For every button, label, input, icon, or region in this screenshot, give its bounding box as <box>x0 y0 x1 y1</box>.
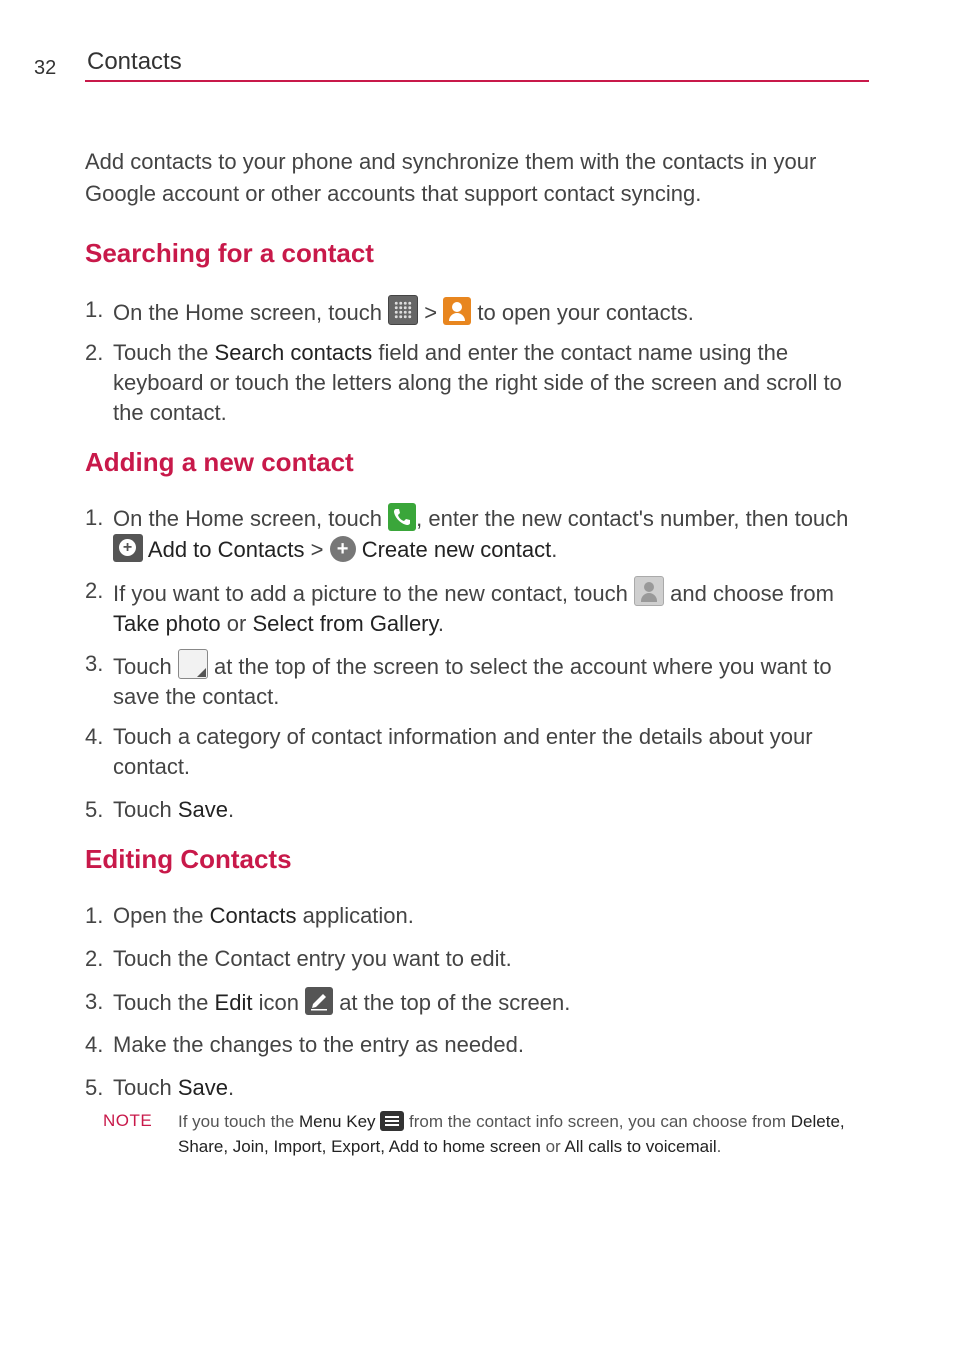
step-text: . <box>437 611 444 636</box>
step-text: at the top of the screen. <box>339 990 571 1015</box>
header-divider <box>85 80 869 82</box>
step-text: Make the changes to the entry as needed. <box>113 1032 524 1057</box>
intro-paragraph: Add contacts to your phone and synchronize them with the contacts in your Google account or other accounts that support contact syncing. <box>85 149 817 206</box>
step-text: at the top of the screen to select the account where you want to save the contact. <box>113 654 832 709</box>
step-text: On the Home screen, touch <box>113 300 383 325</box>
add-to-contacts-term: Add to Contacts <box>147 537 305 562</box>
create-new-contact-term: Create new contact <box>361 537 552 562</box>
apps-grid-icon <box>388 295 418 325</box>
edit-step-5 <box>85 1073 875 1103</box>
step-text: > <box>424 300 438 325</box>
step-number: 3. <box>85 989 104 1014</box>
step-number: 1. <box>85 505 104 530</box>
page-title: Contacts <box>87 48 182 75</box>
menu-key-term: Menu Key <box>298 1112 376 1131</box>
heading-editing: Editing Contacts <box>85 844 292 874</box>
save-term: Save <box>177 797 228 822</box>
add-step-2 <box>85 576 875 639</box>
step-text: to open your contacts. <box>477 300 694 325</box>
step-text: and choose from <box>670 581 834 606</box>
note-segment: If you touch the <box>178 1112 295 1131</box>
step-number: 2. <box>85 340 104 365</box>
step-number: 2. <box>85 946 104 971</box>
contacts-term: Contacts <box>209 903 297 928</box>
take-photo-term: Take photo <box>113 611 221 636</box>
step-text: > <box>310 537 324 562</box>
contact-picture-icon <box>634 576 664 606</box>
edit-term: Edit <box>214 990 253 1015</box>
step-text: . <box>228 797 235 822</box>
voicemail-term: All calls to voicemail <box>564 1137 717 1156</box>
step-number: 1. <box>85 903 104 928</box>
step-text: On the Home screen, touch <box>113 506 383 531</box>
edit-step-4 <box>85 1030 875 1060</box>
add-step-3 <box>85 649 875 712</box>
step-text: Touch <box>113 1075 172 1100</box>
note-segment: . <box>716 1137 722 1156</box>
heading-searching: Searching for a contact <box>85 238 374 268</box>
step-number: 2. <box>85 578 104 603</box>
step-text: Touch the Contact entry you want to edit. <box>113 946 512 971</box>
save-term: Save <box>177 1075 228 1100</box>
select-from-gallery-term: Select from Gallery <box>252 611 438 636</box>
step-text: field and enter the contact name using the keyboard or touch the letters along the right side of the screen and scroll to the contact. <box>113 340 842 425</box>
step-text: Touch <box>113 797 172 822</box>
note-segment: or <box>545 1137 561 1156</box>
step-text: . <box>228 1075 235 1100</box>
step-text: application. <box>302 903 414 928</box>
step-text: Touch a category of contact information and enter the details about your contact. <box>113 724 813 779</box>
heading-adding: Adding a new contact <box>85 447 354 477</box>
search-step-1 <box>85 295 875 328</box>
add-circle-icon <box>330 536 356 562</box>
add-contact-icon <box>113 534 143 562</box>
edit-pencil-icon <box>305 987 333 1015</box>
account-selector-icon <box>178 649 208 679</box>
page-number: 32 <box>34 57 57 79</box>
note-label: NOTE <box>103 1111 153 1130</box>
edit-step-3 <box>85 987 875 1018</box>
step-text: Touch <box>113 654 172 679</box>
edit-step-1 <box>85 901 875 931</box>
step-text: Open the <box>113 903 204 928</box>
contacts-app-icon <box>443 297 471 325</box>
step-text: , enter the new contact's number, then touch <box>416 506 849 531</box>
menu-key-icon <box>380 1111 404 1131</box>
add-step-1 <box>85 503 875 565</box>
edit-step-2 <box>85 944 875 974</box>
note-segment: from the contact info screen, you can choose from <box>409 1112 787 1131</box>
step-text: or <box>226 611 247 636</box>
note-text <box>178 1109 858 1159</box>
step-text: Touch the <box>113 340 209 365</box>
step-number: 5. <box>85 1075 104 1100</box>
menu-options-term: Delete, Share, Join, Import, Export, Add to home screen <box>178 1112 845 1156</box>
step-number: 3. <box>85 651 104 676</box>
step-text: If you want to add a picture to the new contact, touch <box>113 581 628 606</box>
step-number: 5. <box>85 797 104 822</box>
phone-icon <box>388 503 416 531</box>
step-number: 4. <box>85 724 104 749</box>
step-number: 4. <box>85 1032 104 1057</box>
step-text: Touch the <box>113 990 209 1015</box>
step-text: . <box>551 537 558 562</box>
search-step-2 <box>85 338 875 428</box>
step-text: icon <box>258 990 299 1015</box>
step-number: 1. <box>85 297 104 322</box>
search-contacts-term: Search contacts <box>214 340 373 365</box>
add-step-5 <box>85 795 875 825</box>
add-step-4 <box>85 722 875 782</box>
